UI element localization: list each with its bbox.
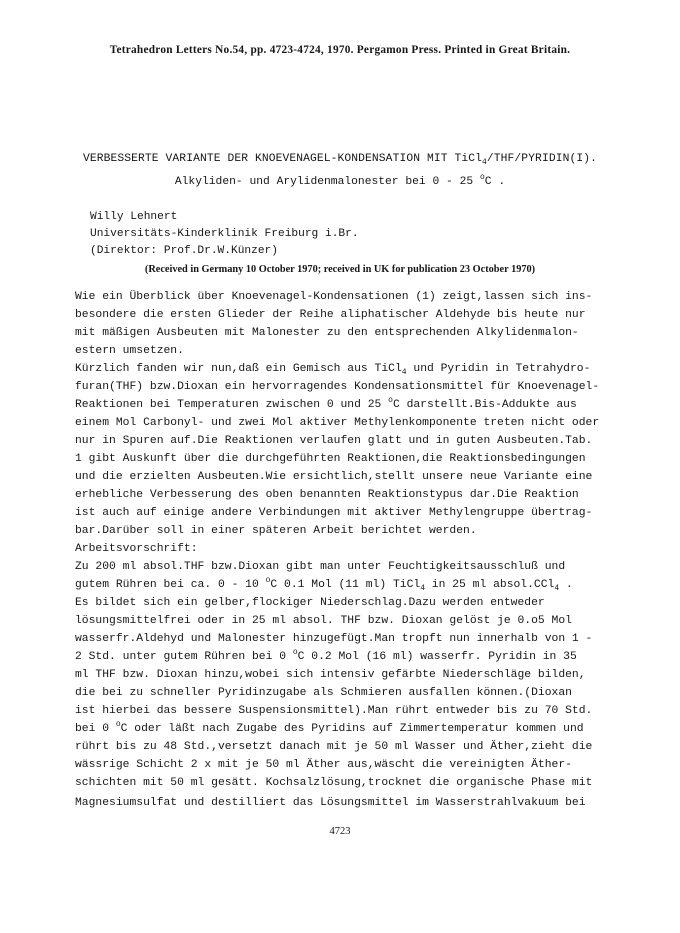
- body-line: [75, 578, 573, 592]
- subscript: 4: [554, 584, 560, 593]
- title-superscript: o: [479, 173, 485, 182]
- author-affiliation: Universitäts-Kinderklinik Freiburg i.Br.: [90, 228, 359, 240]
- body-line: und die erzielten Ausbeuten.Wie ersichtlich,stellt unsere neue Variante eine: [75, 471, 593, 483]
- text-run: 2 Std. unter gutem Rühren bei 0: [75, 651, 293, 663]
- text-run: C 0.1 Mol (11 ml) TiCl: [270, 579, 421, 591]
- body-line: 1 gibt Auskunft über die durchgeführten Reaktionen,die Reaktionsbedingungen: [75, 453, 586, 465]
- body-line: besondere die ersten Glieder der Reihe aliphatischer Aldehyde bis heute nur: [75, 309, 586, 321]
- body-line: erhebliche Verbesserung des oben benannten Reaktionstypus dar.Die Reaktion: [75, 489, 579, 501]
- author-director: (Direktor: Prof.Dr.W.Künzer): [90, 245, 278, 257]
- article-title-line-1: [0, 153, 680, 165]
- superscript: o: [292, 648, 298, 657]
- body-line: nur in Spuren auf.Die Reaktionen verlaufen glatt und in guten Ausbeuten.Tab.: [75, 435, 593, 447]
- subscript: 4: [401, 368, 407, 377]
- body-line: ml THF bzw. Dioxan hinzu,wobei sich intensiv gefärbte Niederschläge bilden,: [75, 669, 586, 681]
- body-line: Es bildet sich ein gelber,flockiger Niederschlag.Dazu werden entweder: [75, 597, 545, 609]
- title-subscript: 4: [482, 158, 487, 167]
- title-text: C .: [484, 176, 506, 188]
- body-line: wässrige Schicht 2 x mit je 50 ml Äther aus,wäscht die vereinigten Äther-: [75, 759, 572, 771]
- body-line: Zu 200 ml absol.THF bzw.Dioxan gibt man unter Feuchtigkeitsausschluß und: [75, 561, 566, 573]
- body-line: rührt bis zu 48 Std.,versetzt danach mit je 50 ml Wasser und Äther,zieht die: [75, 741, 593, 753]
- page-number: 4723: [329, 826, 351, 837]
- body-line: [75, 722, 584, 736]
- body-line: bar.Darüber soll in einer späteren Arbeit berichtet werden.: [75, 525, 477, 537]
- text-run: C 0.2 Mol (16 ml) wasserfr. Pyridin in 35: [297, 651, 577, 663]
- text-run: und Pyridin in Tetrahydro-: [406, 363, 591, 375]
- superscript: o: [265, 576, 271, 585]
- body-line: schichten mit 50 ml gesätt. Kochsalzlösung,trocknet die organische Phase mit: [75, 777, 593, 789]
- title-text: VERBESSERTE VARIANTE DER KNOEVENAGEL-KONDENSATION MIT TiCl: [83, 153, 482, 165]
- article-title-line-2: [0, 173, 680, 188]
- text-run: gutem Rühren bei ca. 0 - 10: [75, 579, 266, 591]
- body-line: furan(THF) bzw.Dioxan ein hervorragendes Kondensationsmittel für Knoevenagel-: [75, 381, 600, 393]
- body-line: einem Mol Carbonyl- und zwei Mol aktiver Methylenkomponente treten nicht oder: [75, 417, 600, 429]
- body-line: [75, 650, 577, 664]
- title-text: Alkyliden- und Arylidenmalonester bei 0 - 25: [174, 176, 480, 188]
- body-line: ist hierbei das bessere Suspensionsmittel).Man rührt entweder bis zu 70 Std.: [75, 705, 593, 717]
- body-line: mit mäßigen Ausbeuten mit Malonester zu den entsprechenden Alkylidenmalon-: [75, 327, 579, 339]
- superscript: o: [388, 396, 393, 405]
- text-run: Reaktionen bei Temperaturen zwischen 0 und 25: [75, 399, 389, 411]
- section-heading: Arbeitsvorschrift:: [75, 543, 198, 555]
- text-run: C darstellt.Bis-Addukte aus: [392, 399, 577, 411]
- journal-header: Tetrahedron Letters No.54, pp. 4723-4724, 1970. Pergamon Press. Printed in Great Britain.: [109, 44, 571, 56]
- body-line: wasserfr.Aldehyd und Malonester hinzugefügt.Man tropft nun innerhalb von 1 -: [75, 633, 593, 645]
- body-line: [75, 398, 577, 412]
- text-run: Kürzlich fanden wir nun,daß ein Gemisch aus TiCl: [75, 363, 402, 375]
- body-line: lösungsmittelfrei oder in 25 ml absol. THF bzw. Dioxan gelöst je 0.o5 Mol: [75, 615, 572, 627]
- body-line: [75, 362, 590, 376]
- received-note: (Received in Germany 10 October 1970; received in UK for publication 23 October 1970): [144, 264, 536, 275]
- author-name: Willy Lehnert: [90, 211, 178, 223]
- superscript: o: [115, 720, 121, 729]
- text-run: C oder läßt nach Zugabe des Pyridins auf Zimmertemperatur kommen und: [120, 723, 584, 735]
- body-line: die bei zu schneller Pyridinzugabe als Schmieren ausfallen können.(Dioxan: [75, 687, 572, 699]
- body-line: Wie ein Überblick über Knoevenagel-Kondensationen (1) zeigt,lassen sich ins-: [75, 291, 593, 303]
- body-line: ist auch auf einige andere Verbindungen mit aktiver Methylengruppe übertrag-: [75, 507, 593, 519]
- body-line: Magnesiumsulfat und destilliert das Lösungsmittel im Wasserstrahlvakuum bei: [75, 797, 586, 809]
- body-line: estern umsetzen.: [75, 345, 184, 357]
- text-run: bei 0: [75, 723, 116, 735]
- title-text: /THF/PYRIDIN(I).: [486, 153, 597, 165]
- text-run: in 25 ml absol.CCl: [425, 579, 555, 591]
- text-run: .: [559, 579, 573, 591]
- subscript: 4: [420, 584, 425, 593]
